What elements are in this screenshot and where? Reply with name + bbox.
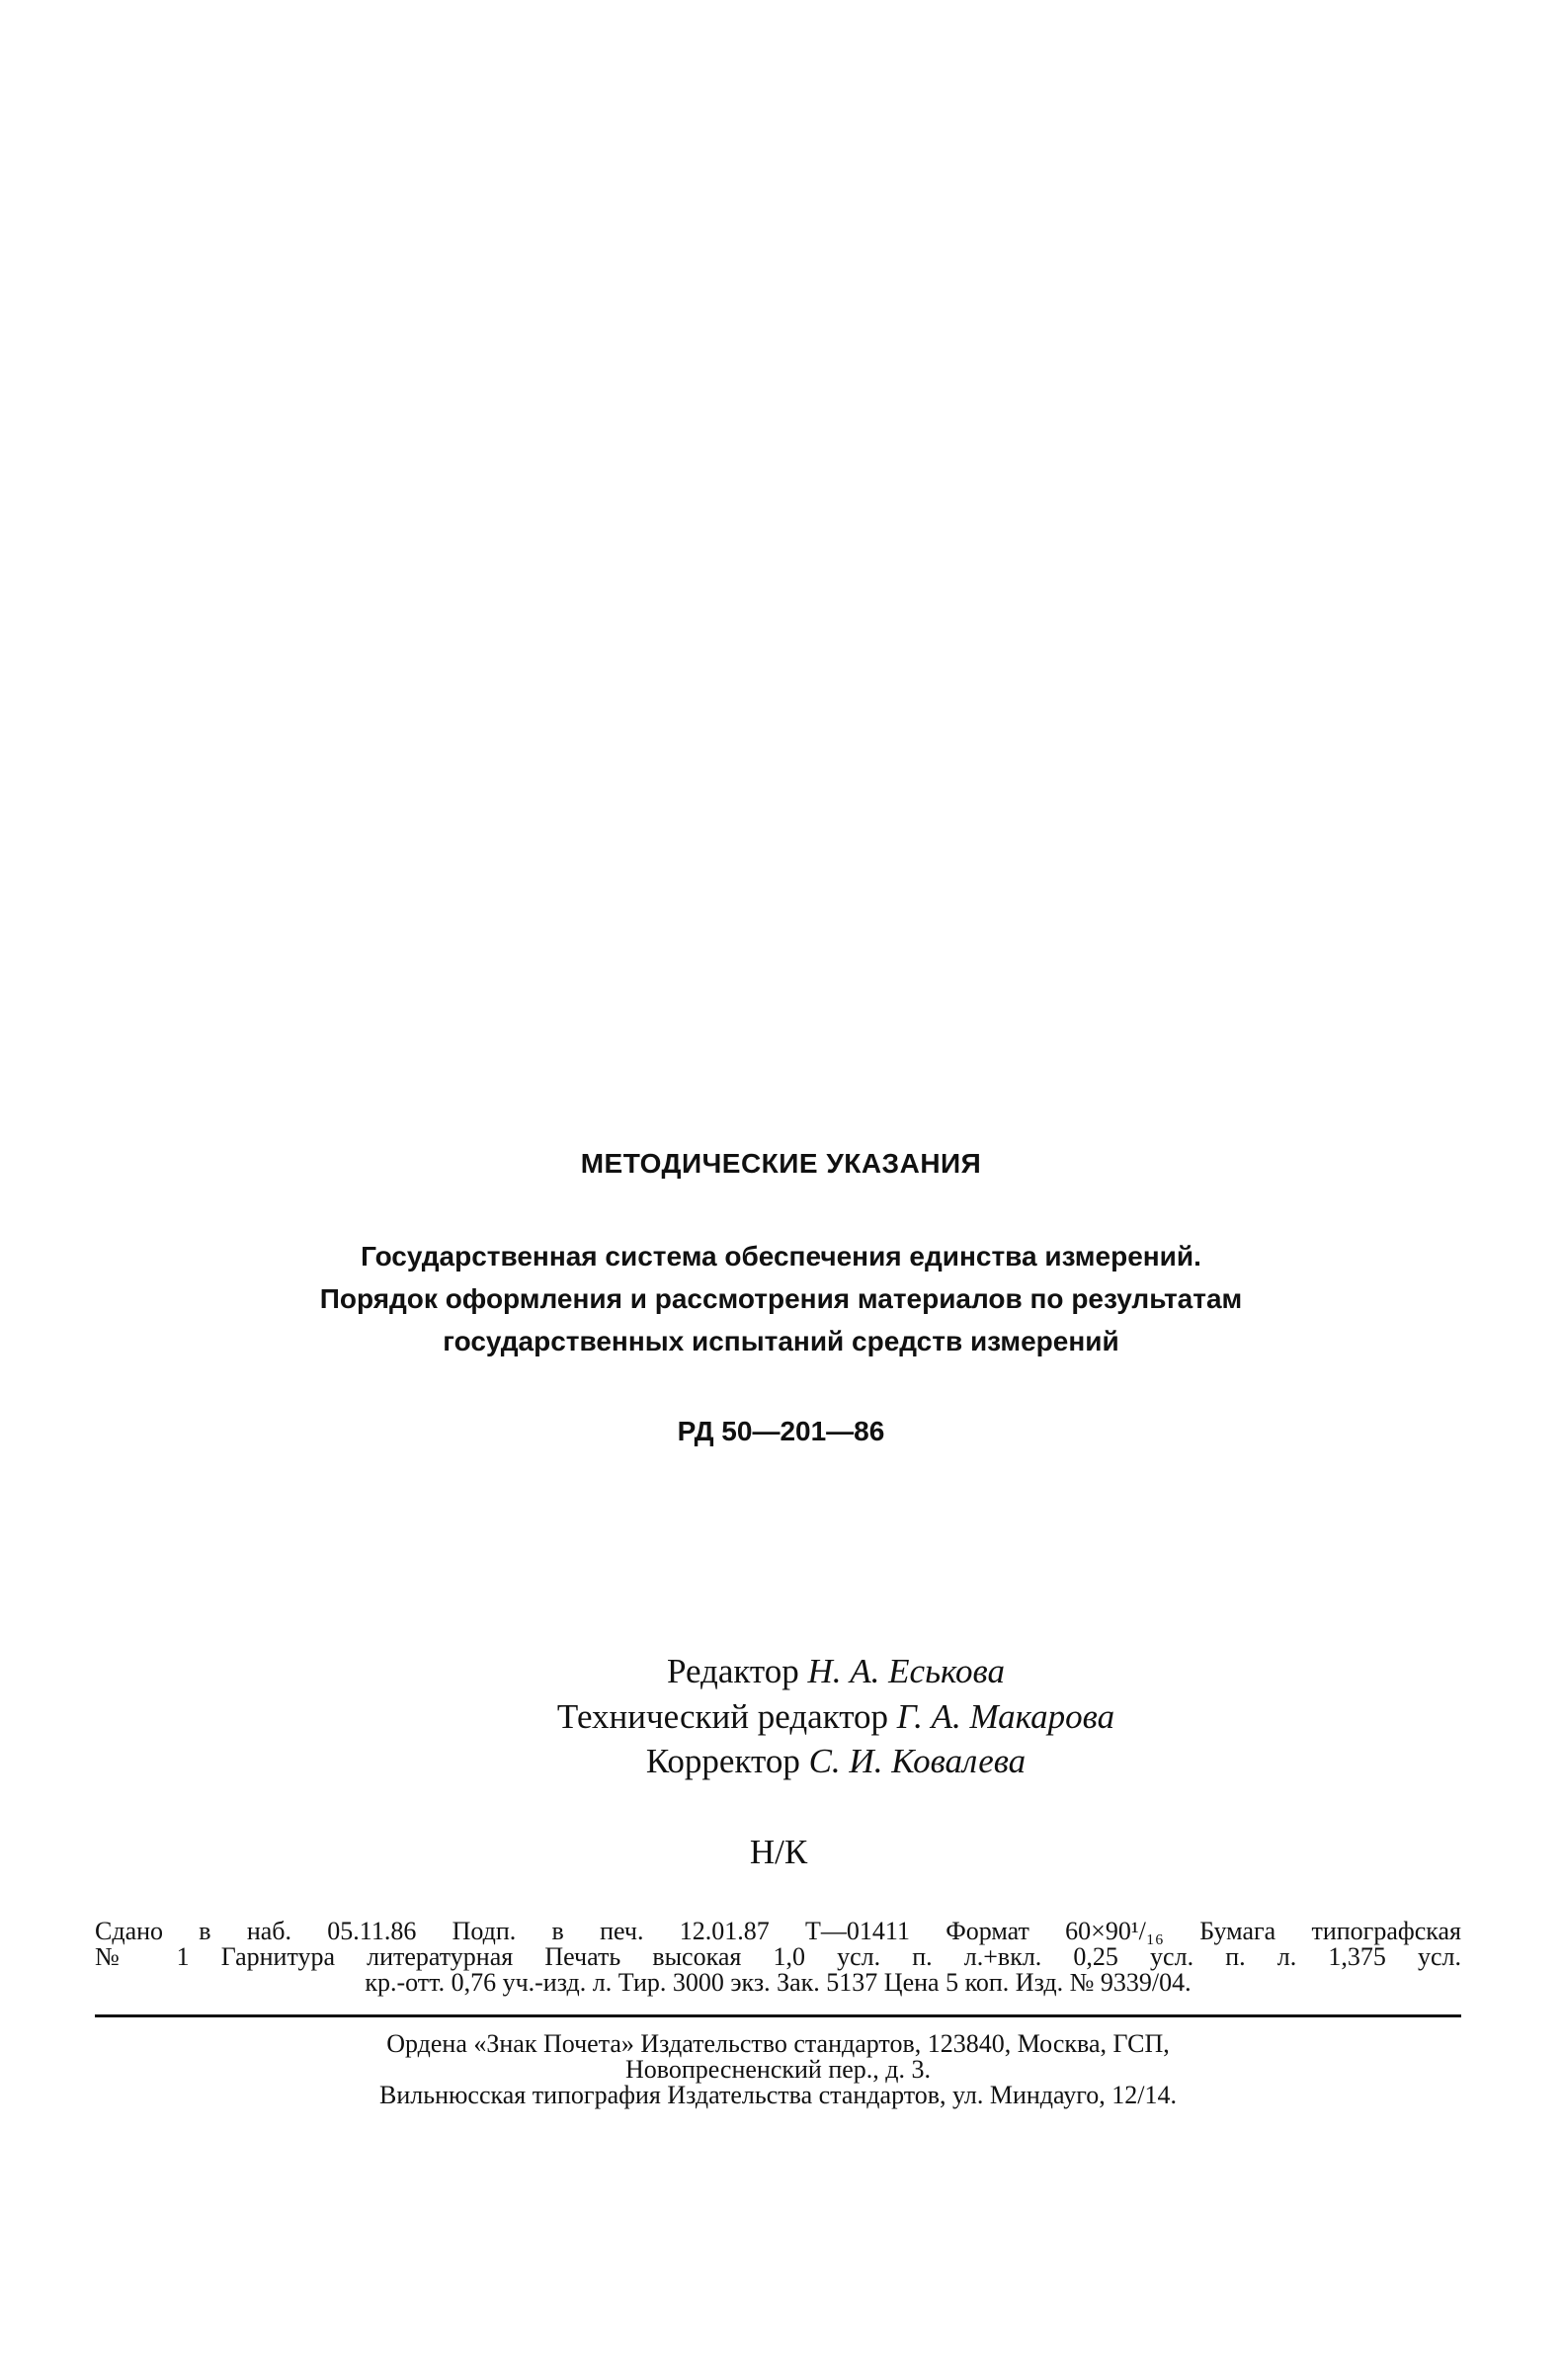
document-code: РД 50—201—86 bbox=[677, 1416, 885, 1446]
credit-name: Г. А. Макарова bbox=[896, 1697, 1115, 1736]
credit-technical-editor bbox=[0, 1697, 1562, 1737]
subtitle-line: Государственная система обеспечения единства измерений. bbox=[361, 1241, 1201, 1272]
subtitle-line: государственных испытаний средств измерений bbox=[443, 1326, 1119, 1356]
credit-name: Н. А. Еськова bbox=[807, 1652, 1006, 1690]
credit-role: Корректор bbox=[645, 1742, 800, 1780]
mark-nk: Н/К bbox=[749, 1833, 808, 1871]
credit-proofreader bbox=[0, 1742, 1562, 1781]
credit-editor bbox=[0, 1652, 1562, 1691]
credit-role: Редактор bbox=[666, 1652, 799, 1690]
publisher-line: Ордена «Знак Почета» Издательство стандартов, 123840, Москва, ГСП, bbox=[386, 2029, 1170, 2058]
colophon-line: № 1 Гарнитура литературная Печать высокая 1,0 усл. п. л.+вкл. 0,25 усл. п. л. 1,375 усл. bbox=[95, 1942, 1461, 1971]
subtitle-line: Порядок оформления и рассмотрения материалов по результатам bbox=[319, 1283, 1243, 1314]
publisher-line: Новопресненский пер., д. 3. bbox=[624, 2055, 932, 2084]
publisher-line: Вильнюсская типография Издательства стандартов, ул. Миндауго, 12/14. bbox=[378, 2081, 1177, 2109]
credit-name: С. И. Ковалева bbox=[808, 1742, 1027, 1780]
credit-role: Технический редактор bbox=[556, 1697, 889, 1736]
colophon bbox=[95, 1919, 1461, 1996]
divider-rule bbox=[95, 2014, 1461, 2017]
document-heading: МЕТОДИЧЕСКИЕ УКАЗАНИЯ bbox=[580, 1148, 982, 1179]
publisher-info bbox=[95, 2031, 1461, 2108]
colophon-line: Сдано в наб. 05.11.86 Подп. в печ. 12.01.87 Т—01411 Формат 60×90¹/₁₆ Бумага типографская bbox=[95, 1917, 1461, 1945]
colophon-line: кр.-отт. 0,76 уч.-изд. л. Тир. 3000 экз. Зак. 5137 Цена 5 коп. Изд. № 9339/04. bbox=[365, 1968, 1192, 1997]
